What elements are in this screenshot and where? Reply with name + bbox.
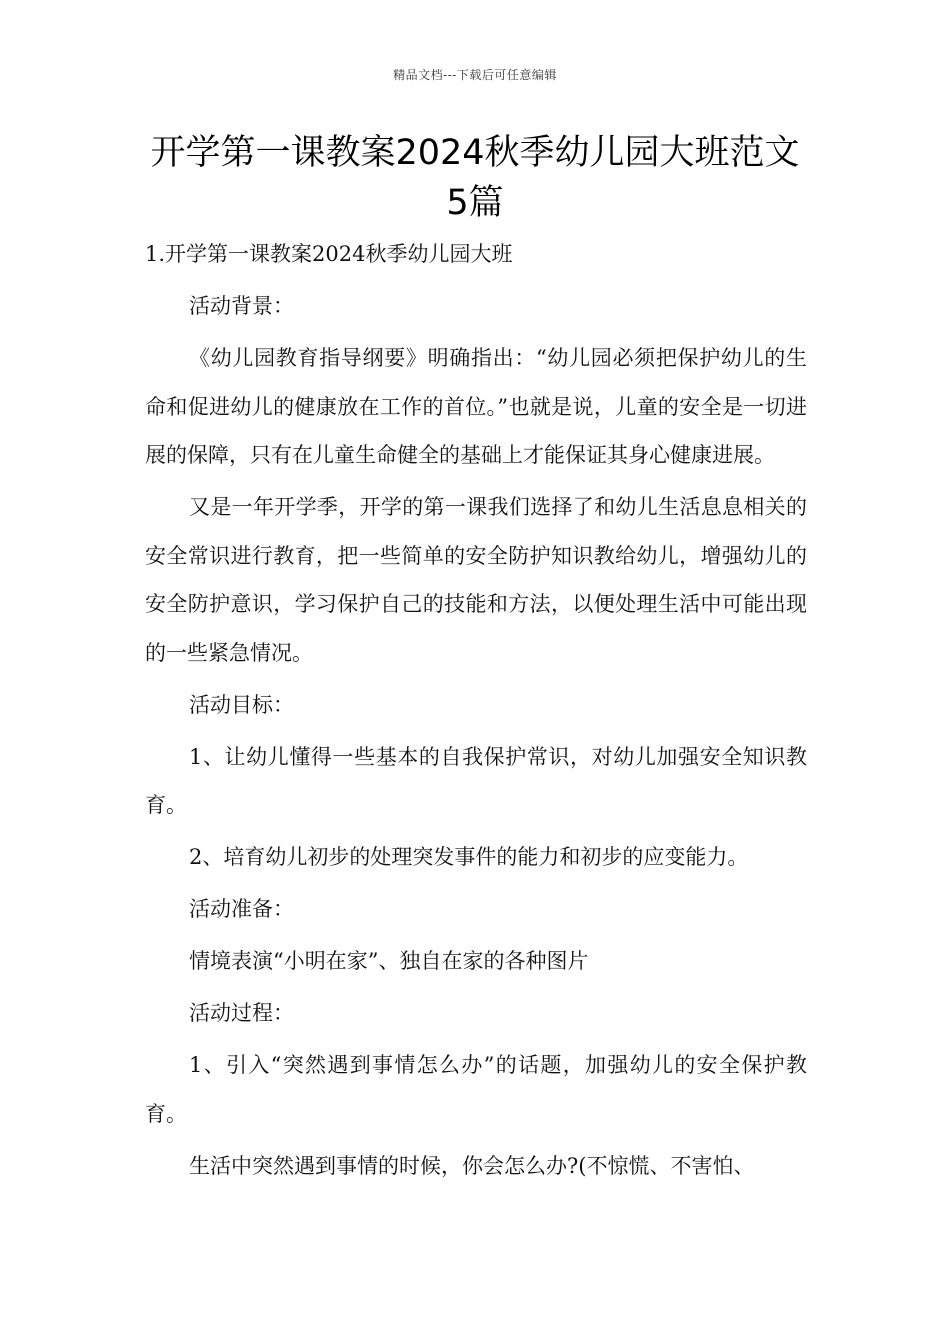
paragraph: 活动目标： <box>189 692 294 717</box>
paragraph: 活动准备： <box>189 897 294 921</box>
paragraph: 1.开学第一课教案2024秋季幼儿园大班 <box>145 242 513 266</box>
paragraph: 1、引入“突然遇到事情怎么办”的话题，加强幼儿的安全保护教育。 <box>145 1053 807 1126</box>
paragraph: 2、培育幼儿初步的处理突发事件的能力和初步的应变能力。 <box>189 845 749 869</box>
paragraph: 又是一年开学季，开学的第一课我们选择了和幼儿生活息息相关的安全常识进行教育，把一些简单的安全防护知识教给幼儿，增强幼儿的安全防护意识，学习保护自己的技能和方法，以便处理生活中可能出现的一些紧急情况。 <box>145 495 807 665</box>
paragraph: 生活中突然遇到事情的时候，你会怎么办?(不惊慌、不害怕、 <box>189 1153 755 1178</box>
document-body <box>145 230 807 1190</box>
header-note: 精品文档---下载后可任意编辑 <box>393 68 557 82</box>
document-title: 开学第一课教案2024秋季幼儿园大班范文5篇 <box>150 133 800 223</box>
paragraph: 1、让幼儿懂得一些基本的自我保护常识，对幼儿加强安全知识教育。 <box>145 744 807 817</box>
paragraph: 《幼儿园教育指导纲要》明确指出：“幼儿园必须把保护幼儿的生命和促进幼儿的健康放在工作的首位。”也就是说，儿童的安全是一切进展的保障，只有在儿童生命健全的基础上才能保证其身心健康进展。 <box>145 346 807 467</box>
paragraph: 情境表演“小明在家”、独自在家的各种图片 <box>189 949 589 973</box>
paragraph: 活动过程： <box>189 1001 294 1025</box>
paragraph: 活动背景： <box>189 294 294 318</box>
